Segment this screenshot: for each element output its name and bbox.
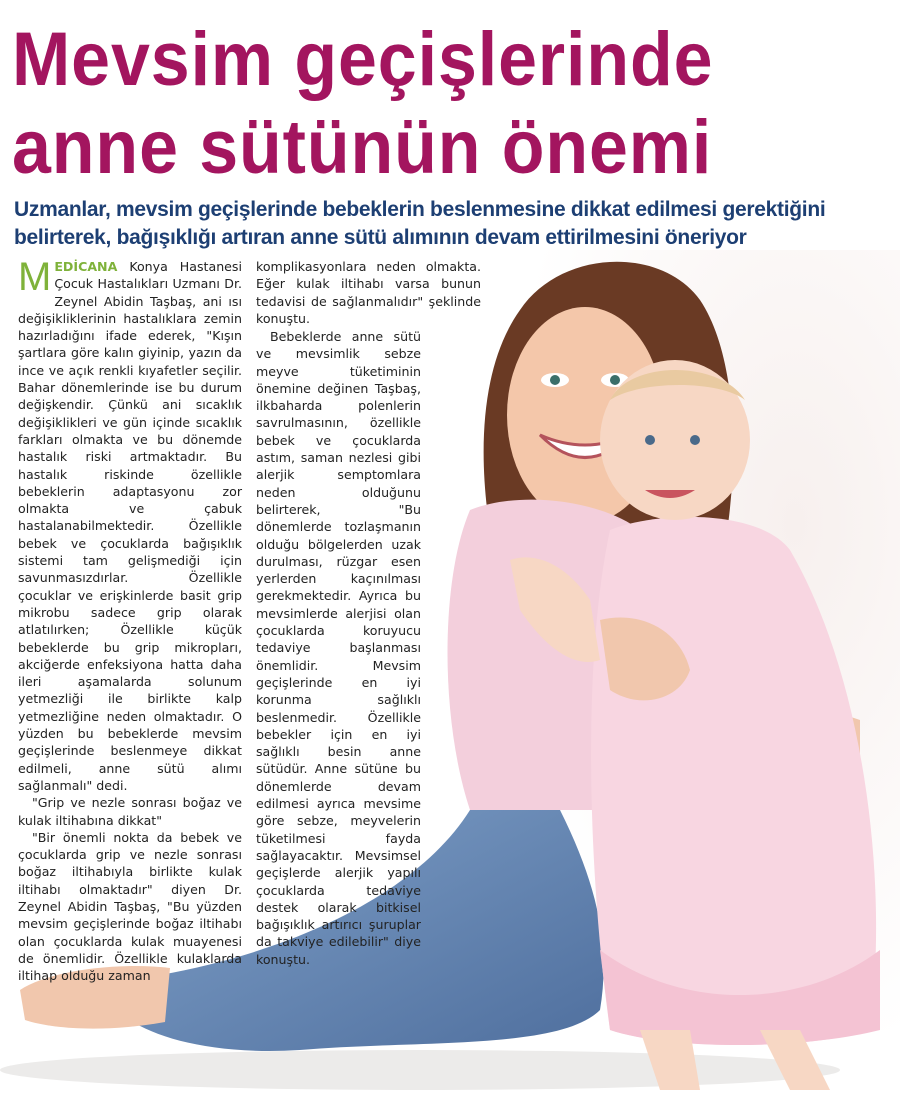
drop-cap: M — [18, 255, 52, 299]
brand-name: EDİCANA — [54, 259, 118, 274]
paragraph-continuation: komplikasyonlara neden olmakta. Eğer kulak iltihabı varsa bunun tedavisi de sağlanmalıdır" şeklinde konuştu. — [256, 259, 481, 326]
subheadline: Uzmanlar, mevsim geçişlerinde bebeklerin beslenmesine dikkat edilmesi gerektiğini belirterek, bağışıklığı artıran anne sütü alımının devam ettirilmesini öneriyor — [14, 198, 826, 249]
article-subtitle: "Grip ve nezle sonrası boğaz ve kulak iltihabına dikkat" — [18, 795, 242, 828]
article-column-2-body — [256, 328, 421, 968]
paragraph-allergy: Bebeklerde anne sütü ve mevsimlik sebze meyve tüketiminin önemine değinen Taşbaş, ilkbaharda polenlerin savrulmasının, özellikle bebek ve çocuklarda astım, saman nezlesi gibi alerjik semptomlara neden olduğunu belirterek, "Bu dönemlerde tozlaşmanın olduğu bölgelerden uzak durulması, rüzgar esen yerlerden kaçınılması gerekmektedir. Ayrıca bu mevsimlerde alerjisi olan çocuklarda koruyucu tedaviye başlanması önemlidir. Mevsim geçişlerinde en iyi korunma sağlıklı beslenmedir. Özellikle bebekler için en iyi sağlıklı besin anne sütüdür. Anne sütüne bu dönemlerde devam edilmesi ayrıca mevsime göre sebze, meyvelerin tüketilmesi fayda sağlayacaktır. Mevsimsel geçişlerde alerjik yapılı çocuklarda tedaviye destek olarak bitkisel bağışıklık artırıcı şuruplar da takviye edilebilir" diye konuştu. — [256, 329, 421, 967]
lead-paragraph: Konya Hastanesi Çocuk Hastalıkları Uzmanı Dr. Zeynel Abidin Taşbaş, ani ısı değişikliklerinin hastalıklara zemin hazırladığını ifade ederek, "Kışın şartlara göre kalın giyinip, yazın da ince ve açık renkli kıyafetler seçilir. Bahar dönemlerinde ise bu durum değişkendir. Çünkü ani sıcaklık değişiklikleri ve gün içinde sıcaklık farkları olmakta ve bu dönemde hastalık riski artmaktadır. Bu hastalık riskinde özellikle bebeklerin adaptasyonu zor olmakta ve çabuk hastalanabilmektedir. Özellikle bebek ve çocuklarda bağışıklık sistemi tam gelişmediği için savunmasızdırlar. Özellikle çocuklar ve erişkinlerde basit grip mikrobu sadece grip olarak atlatılırken; Özellikle küçük bebeklerde bu grip mikropları, akciğerde enfeksiyona hatta daha ileri aşamalarda solunum yetmezliği ile birlikte kalp yetmezliğine neden olmaktadır. O yüzden bu bebeklerde mevsim geçişlerinde beslenmeye dikkat edilmeli, anne sütü alımı sağlanmalı" dedi. — [18, 259, 242, 793]
article-column-2-top — [256, 258, 481, 327]
article-column-1 — [18, 255, 242, 984]
paragraph-ear-infection: "Bir önemli nokta da bebek ve çocuklarda grip ve nezle sonrası boğaz iltihabıyla birlikte kulak iltihabı olmaktadır" diyen Dr. Zeynel Abidin Taşbaş, "Bu yüzden mevsim geçişlerinde boğaz iltihabı olan çocuklarda kulak muayenesi de önemlidir. Özellikle kulaklarda iltihap olduğu zaman — [18, 829, 242, 984]
headline: Mevsim geçişlerinde anne sütünün önemi — [12, 17, 714, 190]
